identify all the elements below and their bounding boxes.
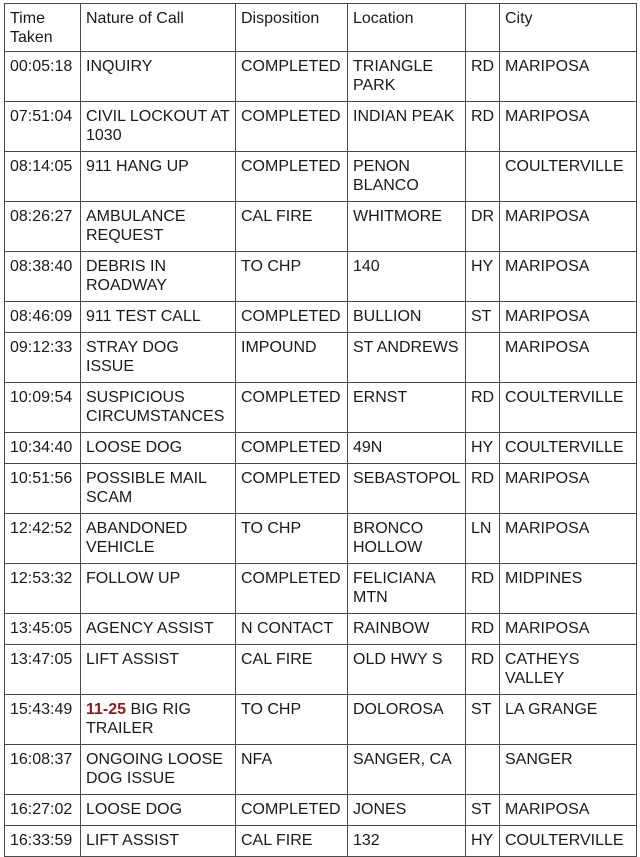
- cell-location: DOLOROSA: [348, 695, 466, 745]
- cell-location: SEBASTOPOL: [348, 464, 466, 514]
- cell-disposition: NFA: [236, 745, 348, 795]
- cell-location: BRONCO HOLLOW: [348, 514, 466, 564]
- cell-location: ST ANDREWS: [348, 333, 466, 383]
- nature-text: POSSIBLE MAIL SCAM: [86, 470, 207, 506]
- cell-location: 49N: [348, 433, 466, 464]
- table-row: [5, 514, 637, 564]
- cell-disposition: CAL FIRE: [236, 202, 348, 252]
- cell-location: 140: [348, 252, 466, 302]
- cell-disposition: COMPLETED: [236, 433, 348, 464]
- cell-suffix: RD: [466, 383, 500, 433]
- cell-disposition: TO CHP: [236, 514, 348, 564]
- nature-text: AGENCY ASSIST: [86, 620, 214, 637]
- nature-text: 911 HANG UP: [86, 158, 189, 175]
- cell-time: 09:12:33: [5, 333, 81, 383]
- cell-time: 16:33:59: [5, 826, 81, 857]
- cell-city: MARIPOSA: [500, 202, 637, 252]
- cell-location: RAINBOW: [348, 614, 466, 645]
- cell-nature: [81, 433, 236, 464]
- nature-text: LIFT ASSIST: [86, 832, 180, 849]
- cell-suffix: HY: [466, 433, 500, 464]
- cell-city: MARIPOSA: [500, 464, 637, 514]
- cell-nature: [81, 102, 236, 152]
- cell-nature: [81, 514, 236, 564]
- table-row: [5, 52, 637, 102]
- cell-city: COULTERVILLE: [500, 826, 637, 857]
- cell-disposition: COMPLETED: [236, 564, 348, 614]
- cell-time: 08:26:27: [5, 202, 81, 252]
- nature-text: LOOSE DOG: [86, 801, 183, 818]
- cell-nature: [81, 745, 236, 795]
- cell-location: ERNST: [348, 383, 466, 433]
- table-row: [5, 433, 637, 464]
- cell-city: SANGER: [500, 745, 637, 795]
- cell-suffix: [466, 152, 500, 202]
- nature-text: CIVIL LOCKOUT AT 1030: [86, 108, 230, 144]
- cell-nature: [81, 695, 236, 745]
- cell-nature: [81, 614, 236, 645]
- cell-city: COULTERVILLE: [500, 383, 637, 433]
- cell-nature: [81, 52, 236, 102]
- nature-text: DEBRIS IN ROADWAY: [86, 258, 167, 294]
- cell-city: COULTERVILLE: [500, 152, 637, 202]
- cell-time: 15:43:49: [5, 695, 81, 745]
- cell-suffix: DR: [466, 202, 500, 252]
- cell-city: MARIPOSA: [500, 614, 637, 645]
- table-row: [5, 614, 637, 645]
- header-nature: Nature of Call: [81, 4, 236, 52]
- table-row: [5, 464, 637, 514]
- nature-text: FOLLOW UP: [86, 570, 181, 587]
- cell-city: MARIPOSA: [500, 52, 637, 102]
- cell-location: WHITMORE: [348, 202, 466, 252]
- cell-suffix: HY: [466, 252, 500, 302]
- cell-city: COULTERVILLE: [500, 433, 637, 464]
- cell-city: MARIPOSA: [500, 514, 637, 564]
- table-row: [5, 826, 637, 857]
- cell-disposition: COMPLETED: [236, 383, 348, 433]
- cell-suffix: RD: [466, 52, 500, 102]
- cell-disposition: COMPLETED: [236, 102, 348, 152]
- nature-text: STRAY DOG ISSUE: [86, 339, 179, 375]
- cell-city: CATHEYS VALLEY: [500, 645, 637, 695]
- cell-nature: [81, 302, 236, 333]
- header-location: Location: [348, 4, 466, 52]
- nature-text: ONGOING LOOSE DOG ISSUE: [86, 751, 223, 787]
- header-city: City: [500, 4, 637, 52]
- cell-city: MARIPOSA: [500, 795, 637, 826]
- header-row: [5, 4, 637, 52]
- nature-text: INQUIRY: [86, 58, 153, 75]
- nature-text: ABANDONED VEHICLE: [86, 520, 188, 556]
- cell-disposition: TO CHP: [236, 695, 348, 745]
- cell-city: MARIPOSA: [500, 252, 637, 302]
- cell-nature: [81, 826, 236, 857]
- nature-text: SUSPICIOUS CIRCUMSTANCES: [86, 389, 225, 425]
- table-row: [5, 745, 637, 795]
- cell-nature: [81, 795, 236, 826]
- cell-city: MARIPOSA: [500, 302, 637, 333]
- header-suffix: [466, 4, 500, 52]
- cell-suffix: LN: [466, 514, 500, 564]
- cell-time: 13:45:05: [5, 614, 81, 645]
- header-disposition: Disposition: [236, 4, 348, 52]
- table-row: [5, 152, 637, 202]
- table-row: [5, 102, 637, 152]
- cell-time: 10:51:56: [5, 464, 81, 514]
- nature-text: LOOSE DOG: [86, 439, 183, 456]
- cell-time: 08:14:05: [5, 152, 81, 202]
- call-log-table: [4, 3, 637, 857]
- nature-text: LIFT ASSIST: [86, 651, 180, 668]
- cell-suffix: RD: [466, 102, 500, 152]
- nature-text: BIG RIG TRAILER: [86, 701, 191, 737]
- cell-time: 10:34:40: [5, 433, 81, 464]
- table-row: [5, 695, 637, 745]
- table-row: [5, 645, 637, 695]
- cell-time: 12:42:52: [5, 514, 81, 564]
- cell-suffix: RD: [466, 564, 500, 614]
- cell-suffix: [466, 333, 500, 383]
- cell-location: FELICIANA MTN: [348, 564, 466, 614]
- cell-location: SANGER, CA: [348, 745, 466, 795]
- header-time: Time Taken: [5, 4, 81, 52]
- cell-nature: [81, 152, 236, 202]
- cell-location: BULLION: [348, 302, 466, 333]
- cell-disposition: COMPLETED: [236, 302, 348, 333]
- table-row: [5, 252, 637, 302]
- cell-city: MARIPOSA: [500, 333, 637, 383]
- cell-city: LA GRANGE: [500, 695, 637, 745]
- cell-location: 132: [348, 826, 466, 857]
- cell-time: 13:47:05: [5, 645, 81, 695]
- cell-nature: [81, 252, 236, 302]
- cell-time: 00:05:18: [5, 52, 81, 102]
- cell-disposition: COMPLETED: [236, 795, 348, 826]
- cell-suffix: RD: [466, 464, 500, 514]
- table-row: [5, 333, 637, 383]
- cell-disposition: IMPOUND: [236, 333, 348, 383]
- table-row: [5, 302, 637, 333]
- cell-time: 16:27:02: [5, 795, 81, 826]
- table-row: [5, 383, 637, 433]
- cell-nature: [81, 464, 236, 514]
- nature-text: AMBULANCE REQUEST: [86, 208, 186, 244]
- cell-disposition: CAL FIRE: [236, 645, 348, 695]
- cell-city: MIDPINES: [500, 564, 637, 614]
- cell-time: 12:53:32: [5, 564, 81, 614]
- cell-time: 08:46:09: [5, 302, 81, 333]
- cell-suffix: RD: [466, 614, 500, 645]
- cell-city: MARIPOSA: [500, 102, 637, 152]
- cell-disposition: CAL FIRE: [236, 826, 348, 857]
- code-highlight: 11-25: [86, 701, 127, 718]
- cell-location: PENON BLANCO: [348, 152, 466, 202]
- cell-suffix: HY: [466, 826, 500, 857]
- cell-location: OLD HWY S: [348, 645, 466, 695]
- cell-suffix: RD: [466, 645, 500, 695]
- cell-nature: [81, 333, 236, 383]
- cell-nature: [81, 645, 236, 695]
- cell-nature: [81, 564, 236, 614]
- cell-disposition: COMPLETED: [236, 464, 348, 514]
- cell-time: 07:51:04: [5, 102, 81, 152]
- cell-disposition: COMPLETED: [236, 152, 348, 202]
- table-row: [5, 202, 637, 252]
- cell-suffix: ST: [466, 695, 500, 745]
- cell-suffix: ST: [466, 302, 500, 333]
- cell-location: TRIANGLE PARK: [348, 52, 466, 102]
- cell-time: 08:38:40: [5, 252, 81, 302]
- cell-suffix: ST: [466, 795, 500, 826]
- cell-time: 16:08:37: [5, 745, 81, 795]
- cell-time: 10:09:54: [5, 383, 81, 433]
- table-row: [5, 795, 637, 826]
- cell-nature: [81, 383, 236, 433]
- nature-text: 911 TEST CALL: [86, 308, 201, 325]
- cell-disposition: TO CHP: [236, 252, 348, 302]
- table-row: [5, 564, 637, 614]
- cell-disposition: COMPLETED: [236, 52, 348, 102]
- cell-disposition: N CONTACT: [236, 614, 348, 645]
- cell-location: INDIAN PEAK: [348, 102, 466, 152]
- cell-nature: [81, 202, 236, 252]
- cell-suffix: [466, 745, 500, 795]
- cell-location: JONES: [348, 795, 466, 826]
